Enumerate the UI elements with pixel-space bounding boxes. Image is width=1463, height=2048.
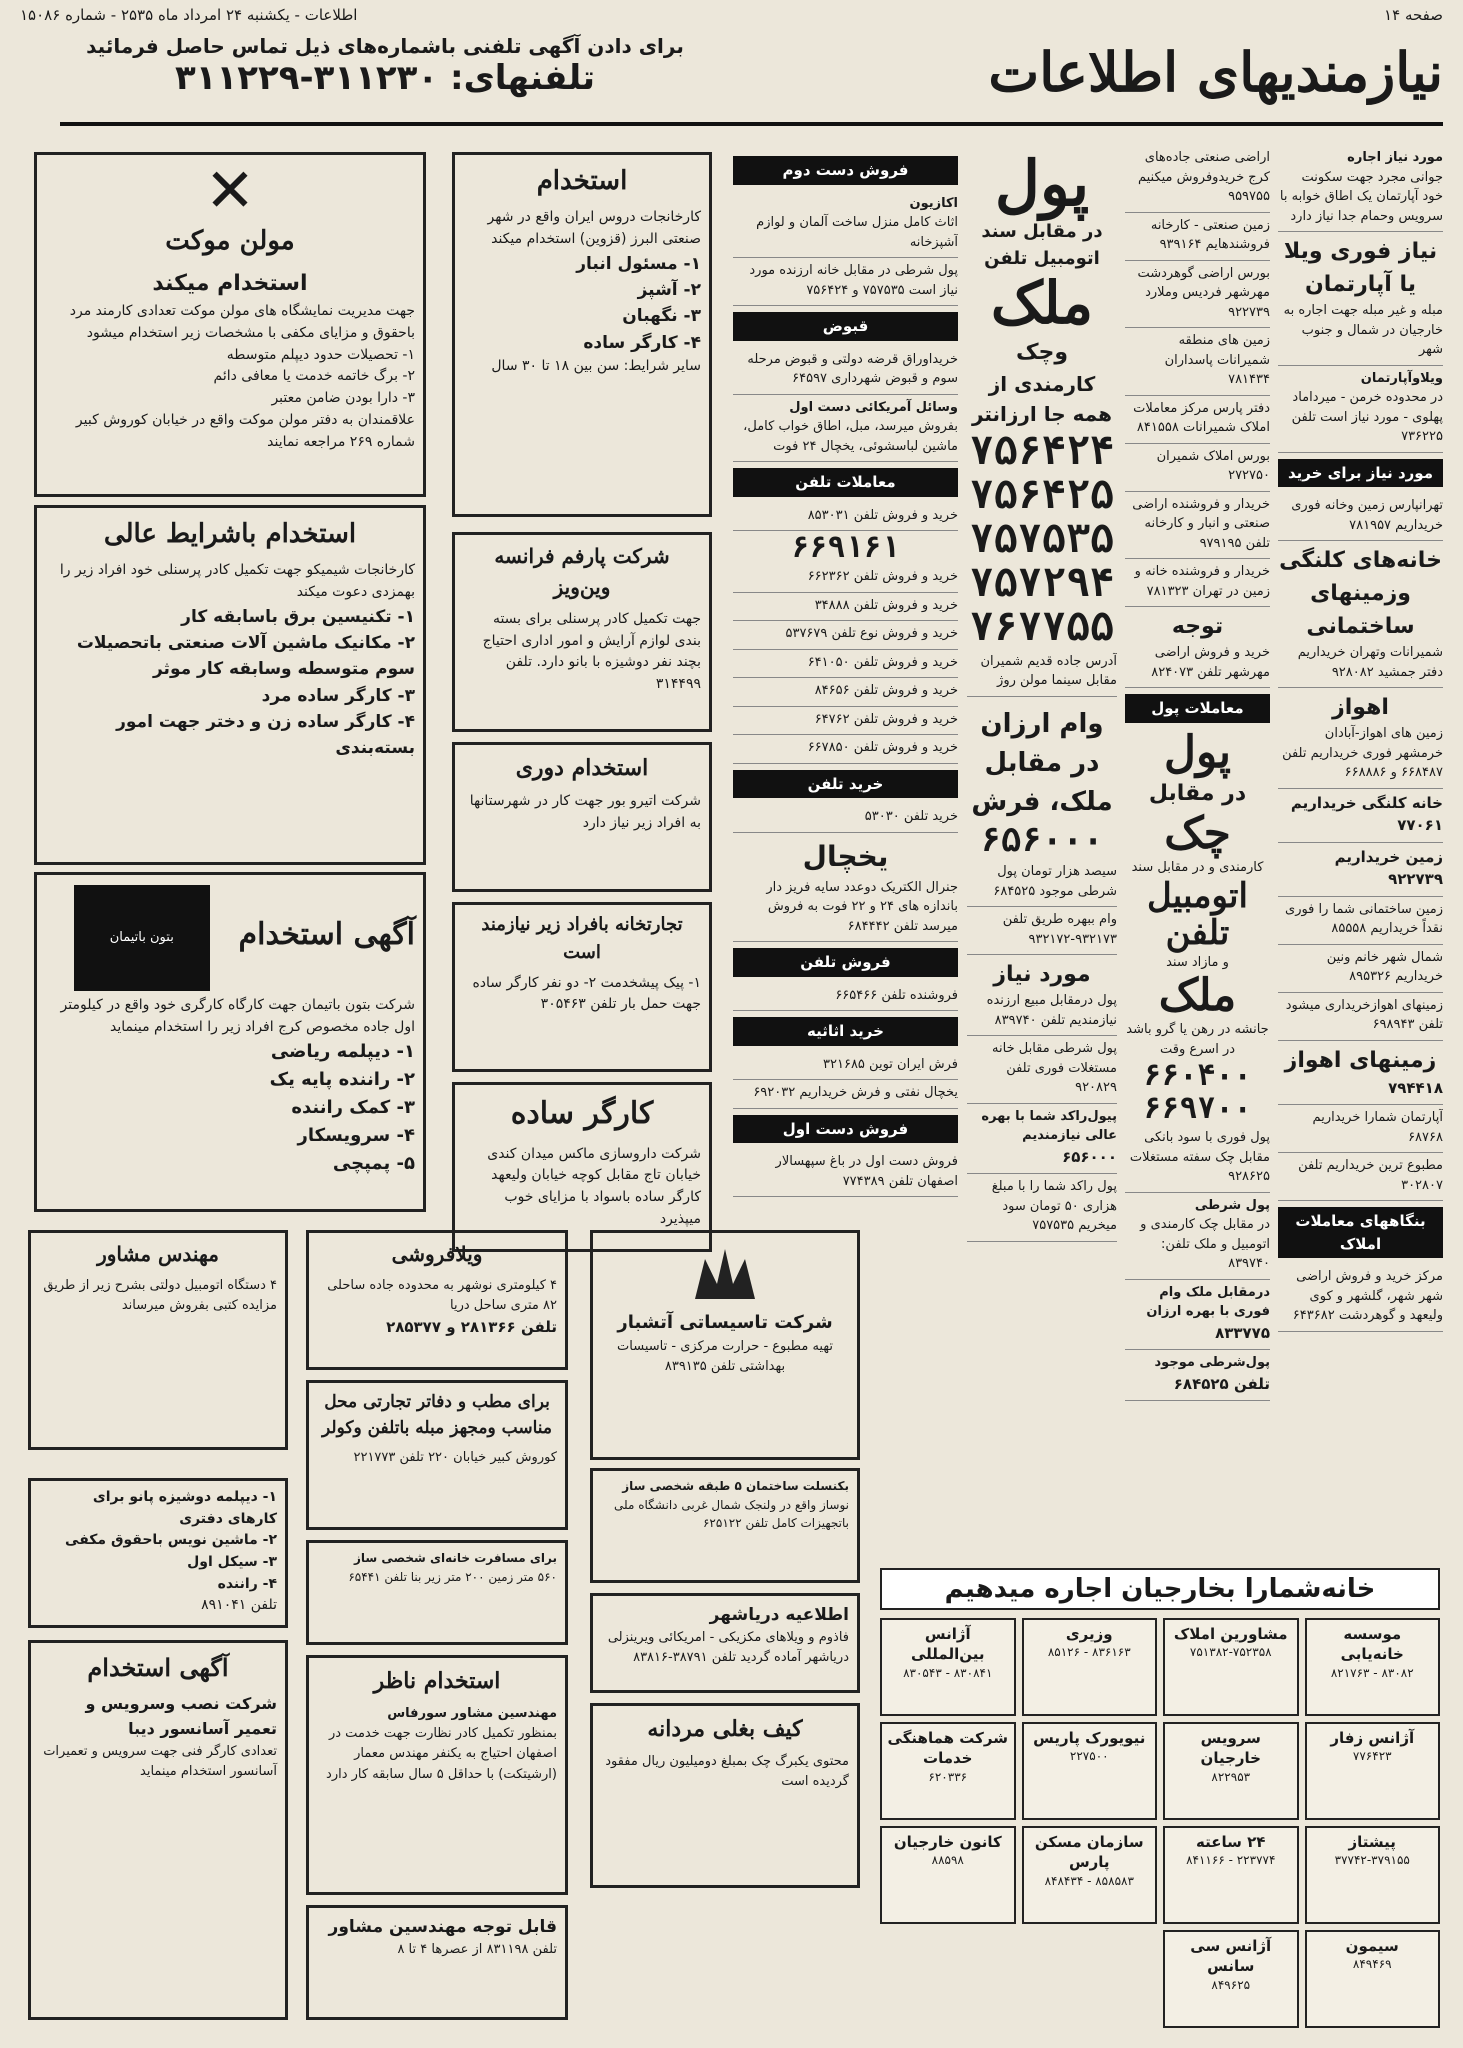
c4-sec3: معاملات تلفن xyxy=(733,468,958,497)
c1-section-buy: مورد نیاز برای خرید xyxy=(1278,459,1443,488)
jobs2-item-2: ۳- سیکل اول xyxy=(187,1554,277,1571)
molon-x-icon: ✕ xyxy=(204,156,256,226)
c1-section-agencies: بنگاههای معاملات املاک xyxy=(1278,1207,1443,1258)
nazer-h: مهندسین مشاور سورفاس xyxy=(387,1706,557,1722)
ad-rent xyxy=(306,1540,568,1645)
c1-s4: تهرانپارس زمین وخانه فوری خریداریم ۷۸۱۹۵۷ xyxy=(1278,493,1443,541)
c3-num-3: ۷۵۷۲۹۴ xyxy=(969,559,1115,606)
b4-title: تجارتخانه بافراد زیر نیازمند است xyxy=(481,914,683,963)
page-label: صفحه ۱۴ xyxy=(1384,6,1443,24)
c4-sec6: خرید اثاثیه xyxy=(733,1017,958,1046)
c4-s3: خریداوراق قرضه دولتی و قبوض مرحله سوم و قبوض شهرداری ۶۴۵۹۷ xyxy=(733,347,958,395)
c4-s14-text: جنرال الکتریک دوعدد سایه فریز دار باندازه های ۲۴ و ۲۲ فوت به فروش میرسد تلفن ۶۸۴۴۴۲ xyxy=(766,879,958,934)
molon-item-2: ۳- دارا بودن ضامن معتبر xyxy=(271,390,415,407)
c4-s7: خرید و فروش تلفن ۳۴۸۸۸ xyxy=(733,593,958,622)
c3-loan-title: وام ارزان در مقابل ملک، فرش xyxy=(971,708,1113,817)
jobs2-item-0: ۱- دیپلمه دوشیزه پانو برای کارهای دفتری xyxy=(92,1489,277,1527)
c3-s6: پول راکد شما را با مبلغ هزاری ۵۰ تومان سود میخریم ۷۵۷۵۳۵ xyxy=(967,1174,1117,1242)
rasht-title: اطلاعیه دریاشهر xyxy=(709,1605,849,1625)
b2l-title: استخدام باشرایط عالی xyxy=(103,519,357,549)
b4-text: ۱- پیک پیشخدمت ۲- دو نفر کارگر ساده جهت حمل بار تلفن ۳۰۵۴۶۳ xyxy=(472,974,701,1013)
c2-s9-title: توجه xyxy=(1171,614,1224,639)
c4-sec7: فروش دست اول xyxy=(733,1115,958,1144)
c1-s6-text: زمین های اهواز-آبادان خرمشهر فوری خریداریم تلفن ۶۶۸۴۸۷ و ۶۶۸۸۸۶ xyxy=(1282,726,1443,780)
ad-office xyxy=(306,1380,568,1530)
engineer-text: ۴ دستگاه اتومبیل دولتی بشرح زیر از طریق مزایده کتبی بفروش میرساند xyxy=(43,1278,277,1314)
build-text: نوساز واقع در ولنجک شمال غربی دانشگاه ملی باتجهیزات کامل تلفن ۶۲۵۱۲۲ xyxy=(614,1497,849,1531)
lifts-h: شرکت نصب وسرویس و تعمیر آسانسور دیبا xyxy=(85,1694,277,1738)
phone-intro: برای دادن آگهی تلفنی باشماره‌های ذیل تماس حاصل فرمائید xyxy=(86,34,684,58)
rent-title: برای مسافرت خانه‌ای شخصی ساز xyxy=(354,1551,557,1565)
c3-s2: وام ببهره طریق تلفن ۹۳۲۱۷۳-۹۳۲۱۷۲ xyxy=(967,907,1117,955)
rent-card-title: آژانس زفار xyxy=(1330,1729,1415,1747)
top-line xyxy=(20,6,1443,28)
job-ad-laborer xyxy=(452,1082,712,1252)
jobs2-item-3: ۴- راننده xyxy=(217,1575,277,1592)
rent-card-phone: ۸۴۹۴۶۹ xyxy=(1352,1957,1392,1972)
rent-card xyxy=(1163,1722,1299,1820)
rent-card-title: کانون خارجیان xyxy=(893,1833,1002,1851)
jobs2-phone: تلفن ۸۹۱۰۴۱ xyxy=(201,1597,277,1614)
c4-s1-text: اثاث کامل منزل ساخت آلمان و لوازم آشپزخانه xyxy=(756,215,958,250)
b3-text: شرکت اتیرو بور جهت کار در شهرستانها به افراد زیر نیاز دارد xyxy=(469,793,701,831)
job-ad-batimaan xyxy=(34,872,426,1212)
c3-s5-title: پیول‌راکد شما با بهره عالی نیازمندیم xyxy=(981,1108,1117,1144)
c2-s14-text: تلفن ۶۸۴۵۲۵ xyxy=(1173,1374,1270,1393)
b1-item-3: ۴- کارگر ساده xyxy=(583,332,701,353)
c4-sec1: فروش دست دوم xyxy=(733,156,958,185)
c4-big-num: ۶۶۹۱۶۱ xyxy=(791,530,900,565)
molon-title: مولن موکت xyxy=(165,226,295,256)
c4-s17: یخچال نفتی و فرش خریداریم ۶۹۲۰۳۲ xyxy=(733,1080,958,1109)
molon-item-0: ۱- تحصیلات حدود دیپلم متوسطه xyxy=(226,346,415,363)
rent-card-phone: ۸۳۶۱۶۳ - ۸۵۱۲۶ xyxy=(1047,1645,1131,1660)
c1-s12-text: ۷۹۴۴۱۸ xyxy=(1388,1078,1443,1097)
rent-card-title: آژانس بین‌المللی xyxy=(910,1625,985,1664)
rent-card xyxy=(1305,1930,1441,2028)
rent-text: ۵۶۰ متر زمین ۲۰۰ متر زیر بنا تلفن ۶۵۴۴۱ xyxy=(348,1569,557,1584)
rent-card xyxy=(1305,1826,1441,1924)
ad-engineer2 xyxy=(306,1905,568,2020)
c2-num1: ۶۶۰۴۰۰ xyxy=(1143,1058,1252,1094)
c4-s9: خرید و فروش تلفن ۶۴۱۰۵۰ xyxy=(733,650,958,679)
rent-card-title: سرویس خارجیان xyxy=(1200,1729,1261,1768)
bag-title: کیف بغلی مردانه xyxy=(647,1716,803,1742)
rent-card xyxy=(1022,1722,1158,1820)
engineer2-title: قابل توجه مهندسین مشاور xyxy=(328,1917,557,1937)
molon-item-1: ۲- برگ خاتمه خدمت یا معافی دائم xyxy=(213,368,415,385)
b1-item-1: ۲- آشپز xyxy=(637,280,701,301)
b1-footer: سایر شرایط: سن بین ۱۸ تا ۳۰ سال xyxy=(491,358,701,375)
b2-text: جهت تکمیل کادر پرسنلی برای بسته بندی لوازم آرایش و امور اداری احتیاج بچند نفر دوشیزه با بانو دارد. تلفن ۳۱۴۴۹۹ xyxy=(482,611,701,693)
c3-s3-title: مورد نیاز xyxy=(993,962,1091,988)
c4-s2: پول شرطی در مقابل خانه ارزنده مورد نیاز است ۷۵۷۵۳۵ و ۷۵۶۴۲۴ xyxy=(733,258,958,306)
c2-line1: در مقابل xyxy=(1148,780,1247,806)
c3-num-4: ۷۶۷۷۵۵ xyxy=(969,603,1115,650)
c2-section-money: معاملات پول xyxy=(1125,694,1270,723)
rent-card xyxy=(880,1722,1016,1820)
c2-s12-title: پول شرطی xyxy=(1194,1197,1270,1213)
c4-s18: فروش دست اول در باغ سپهسالار اصفهان تلفن ۷۷۴۳۸۹ xyxy=(733,1149,958,1197)
b2l-text: کارخانجات شیمیکو جهت تکمیل کادر پرسنلی خود افراد زیر را بهمزدی‌ دعوت میکند xyxy=(59,562,415,600)
masthead xyxy=(883,40,1443,130)
rent-banner: خانه‌شمارا بخارجیان اجاره میدهیم xyxy=(880,1568,1440,1610)
c4-s8: خرید و فروش نوع تلفن ۵۳۷۶۷۹ xyxy=(733,621,958,650)
c4-s15: فروشنده تلفن ۶۶۵۴۶۶ xyxy=(733,983,958,1012)
c2-s14-title: پول‌شرطی موجود xyxy=(1154,1355,1270,1371)
c1-s5-title: خانه‌های کلنگی وزمینهای ساختمانی xyxy=(1279,548,1442,639)
c1-s6-title: اهواز xyxy=(1332,695,1389,720)
engineer2-text: تلفن ۸۳۱۱۹۸ از عصرها ۴ تا ۸ xyxy=(397,1942,557,1958)
ad-rasht xyxy=(590,1593,860,1693)
c2-big-mulk: ملک xyxy=(1158,970,1237,1022)
villa-phone: تلفن ۲۸۱۳۶۶ و ۲۸۵۳۷۷ xyxy=(386,1318,557,1337)
c2-s3: بورس اراضی گوهردشت مهرشهر فردیس وملارد ۹۲۲۷۳۹ xyxy=(1125,261,1270,329)
villa-text: ۴ کیلومتری نوشهر به محدوده جاده ساحلی ۸۲ متری ساحل دریا xyxy=(327,1278,557,1314)
c1-s2-text: مبله و غیر مبله جهت اجاره به خارجیان در شمال و جنوب شهر xyxy=(1283,303,1443,357)
c3-big-pool: پول xyxy=(994,150,1090,220)
atash-title: شرکت تاسیساتی آتشبار xyxy=(617,1312,833,1333)
c2-big-check: چک xyxy=(1164,807,1231,859)
rent-card-title: مشاورین املاک xyxy=(1173,1625,1288,1643)
c2-s11: پول فوری با سود بانکی مقابل چک سفته مستغلات ۹۲۸۶۲۵ xyxy=(1125,1125,1270,1193)
rent-card-phone: ۸۸۵۹۸ xyxy=(931,1853,964,1868)
c4-s13: خرید تلفن ۵۳۰۳۰ xyxy=(733,804,958,833)
c2-big-car: اتومبیل xyxy=(1147,875,1248,916)
c1-s12-title: زمینهای اهواز xyxy=(1284,1047,1437,1073)
c3-num-0: ۷۵۶۴۲۴ xyxy=(969,427,1115,474)
atash-logo-icon xyxy=(601,1239,849,1309)
c4-sec4: خرید تلفن xyxy=(733,770,958,799)
c2-s5: دفتر پارس مرکز معاملات املاک شمیرانات ۸۴۱۵۵۸ xyxy=(1125,396,1270,444)
ad-building xyxy=(590,1468,860,1583)
c2-s4: زمین های منطقه شمیرانات پاسداران ۷۸۱۴۳۴ xyxy=(1125,328,1270,396)
rent-card xyxy=(1163,1618,1299,1716)
molon-footer: علاقمندان به دفتر مولن موکت واقع در خیابان کوروش کبیر شماره ۲۶۹ مراجعه نمایند xyxy=(75,411,415,450)
job-ad-parfum xyxy=(452,532,712,732)
jobs2-item-1: ۲- ماشین نویس باحقوق مکفی xyxy=(65,1532,277,1549)
c2-big-phone: تلفن xyxy=(1165,913,1230,954)
b2l-item-0: ۱- تکنیسین برق باسابقه کار xyxy=(181,606,415,627)
c1-s8: زمین خریداریم ۹۲۲۷۳۹ xyxy=(1278,843,1443,897)
c4-s4-title: وسائل آمریکائی دست اول xyxy=(789,399,958,415)
rent-card-title: شرکت هماهنگی خدمات xyxy=(887,1729,1008,1768)
ad-jobs2 xyxy=(28,1478,288,1628)
b3l-item-1: ۲- راننده پایه یک xyxy=(269,1069,415,1091)
job-ad-shimiko xyxy=(34,505,426,865)
b2l-item-1: ۲- مکانیک ماشین آلات صنعتی باتحصیلات سوم متوسطه وسابقه کار موثر xyxy=(76,633,415,680)
ad-lifts xyxy=(28,1640,288,2020)
b3l-item-4: ۵- پمپچی xyxy=(332,1152,415,1174)
c4-s6: خرید و فروش تلفن ۶۶۲۳۶۲ xyxy=(733,564,958,593)
c4-s11: خرید و فروش تلفن ۶۴۷۶۲ xyxy=(733,707,958,736)
rent-card-title: نیویورک پاریس xyxy=(1033,1729,1146,1747)
rent-card-phone: ۸۳۰۸۲ - ۸۲۱۷۶۳ xyxy=(1330,1665,1414,1680)
c3-loan-num: ۶۵۶۰۰۰ xyxy=(980,819,1104,860)
rent-card-title: موسسه خانه‌یابی xyxy=(1340,1625,1404,1664)
batimaan-logo-text: بتون باتیمان xyxy=(109,929,174,945)
b5-title: کارگر ساده xyxy=(510,1096,654,1131)
c2-s6: بورس املاک شمیران ۲۷۲۷۵۰ xyxy=(1125,444,1270,492)
c1-s14: مطبوع ترین خریداریم تلفن ۳۰۲۸۰۷ xyxy=(1278,1153,1443,1201)
nazer-text: بمنظور تکمیل کادر نظارت جهت خدمت در اصفهان احتیاج به یکنفر مهندس معمار (ارشیتکت) با حداقل ۵ سال سابقه کار دارد xyxy=(326,1726,557,1782)
rent-card xyxy=(1022,1618,1158,1716)
rent-card xyxy=(880,1826,1016,1924)
c3-s3-text: پول درمقابل مبیع ارزنده نیازمندیم تلفن ۸۳۹۷۴۰ xyxy=(986,993,1117,1028)
c3-s5-text: ۶۵۶۰۰۰ xyxy=(1062,1147,1117,1166)
c4-sec2: قبوض xyxy=(733,312,958,341)
rent-card-phone: ۷۷۶۴۲۳ xyxy=(1352,1749,1392,1764)
rent-card-title: سازمان مسکن پارس xyxy=(1034,1833,1144,1872)
c1-s2-title: نیاز فوری ویلا یا آپارتمان xyxy=(1283,239,1438,297)
c3-s1: سیصد هزار تومان پول شرطی موجود ۶۸۴۵۲۵ xyxy=(967,859,1117,907)
c1-s7: خانه کلنگی خریداریم ۷۷۰۶۱ xyxy=(1278,789,1443,843)
rent-card xyxy=(880,1618,1016,1716)
rent-card-phone: ۶۲۰۳۳۶ xyxy=(928,1769,968,1784)
c1-s3-text: در محدوده خرمن - میرداماد پهلوی - مورد نیاز است تلفن ۷۳۶۲۲۵ xyxy=(1291,390,1443,444)
c4-s12: خرید و فروش تلفن ۶۶۷۸۵۰ xyxy=(733,735,958,764)
c1-s9: زمین ساختمانی شما را فوری نقداً خریداریم ۸۵۵۵۸ xyxy=(1278,897,1443,945)
engineer-title: مهندس مشاور xyxy=(97,1242,219,1266)
rent-card-phone: ۸۵۸۵۸۳ - ۸۴۸۴۳۴ xyxy=(1044,1873,1134,1888)
c2-s13-text: ۸۳۳۷۷۵ xyxy=(1215,1323,1270,1342)
c3-line3: کارمندی از همه جا ارزانتر xyxy=(971,371,1113,426)
c4-s10: خرید و فروش تلفن ۸۴۶۵۶ xyxy=(733,678,958,707)
c1-s5-text: شمیرانات وتهران خریداریم دفتر جمشید ۹۲۸۰۸۲ xyxy=(1297,645,1443,680)
c4-s1-title: اکازیون xyxy=(909,195,958,211)
c2-line4: جانشه در رهن یا گرو باشد در اسرع وقت xyxy=(1126,1022,1269,1057)
ad-engineer xyxy=(28,1230,288,1450)
rent-card-title: ۲۴ ساعته xyxy=(1196,1833,1266,1851)
job-ad-molon xyxy=(34,152,426,497)
c4-s16: فرش ایران توین ۳۲۱۶۸۵ xyxy=(733,1052,958,1081)
c3-line2: وچک xyxy=(1015,339,1069,365)
job-ad-trading xyxy=(452,902,712,1072)
ad-nazer xyxy=(306,1655,568,1895)
atash-text: تهیه مطبوع - حرارت مرکزی - تاسیسات بهداشتی تلفن ۸۳۹۱۳۵ xyxy=(617,1338,833,1375)
c2-s9-text: خرید و فروش اراضی مهرشهر تلفن ۸۲۴۰۷۳ xyxy=(1151,645,1270,680)
c3-num-1: ۷۵۶۴۲۵ xyxy=(969,471,1115,518)
rent-card-title: آژانس سی سانس xyxy=(1190,1937,1272,1976)
rent-card-phone: ۸۳۰۸۴۱ - ۸۳۰۵۴۳ xyxy=(903,1665,993,1680)
c1-s1-title: مورد نیاز اجاره xyxy=(1347,150,1443,165)
b1-title: استخدام xyxy=(536,166,628,196)
batimaan-logo-icon xyxy=(74,885,210,991)
rent-cards-grid xyxy=(880,1618,1440,2028)
c3-num-2: ۷۵۷۵۳۵ xyxy=(969,515,1115,562)
masthead-title: نیازمندیهای اطلاعات xyxy=(988,40,1443,104)
c2-s2: زمین صنعتی - کارخانه فروشندهایم ۹۳۹۱۶۴ xyxy=(1125,213,1270,261)
rent-card xyxy=(1163,1826,1299,1924)
b1-item-2: ۳- نگهبان xyxy=(622,306,701,327)
villa-title: ویلافروشی xyxy=(391,1242,483,1266)
b2l-item-2: ۳- کارگر ساده مرد xyxy=(261,685,415,706)
b1-item-0: ۱- مسئول انبار xyxy=(576,253,701,274)
c1-s15: مرکز خرید و فروش اراضی شهر شهر، گلشهر و کوی ولیعهد و گوهردشت ۶۴۳۶۸۲ xyxy=(1278,1264,1443,1332)
b2l-item-3: ۴- کارگر ساده زن و دختر جهت امور بسته‌بندی xyxy=(116,712,415,759)
lifts-text: تعدادی کارگر فنی جهت سرویس و تعمیرات آسانسور استخدام مینماید xyxy=(43,1743,277,1779)
ad-villa xyxy=(306,1230,568,1370)
rasht-text: فاذوم و ویلاهای مکزیکی - امریکائی ویرینزلی دریاشهر آماده گردید تلفن ۳۸۷۹۱-۸۳۸۱۶ xyxy=(607,1630,849,1666)
c4-s14-title: یخچال xyxy=(802,839,889,873)
c1-s13: آپارتمان شمارا خریداریم ۶۸۷۶۸ xyxy=(1278,1105,1443,1153)
rent-card-title: سیمون xyxy=(1345,1937,1399,1955)
c2-num2: ۶۶۹۷۰۰ xyxy=(1143,1091,1252,1127)
phone-numbers: تلفنهای: ۳۱۱۲۳۰-۳۱۱۲۲۹ xyxy=(175,58,595,98)
c1-s3-title: ویلاوآپارتمان xyxy=(1360,370,1443,386)
b3-title: استخدام دوری xyxy=(515,755,649,781)
header-rule xyxy=(60,122,1443,126)
molon-h: استخدام میکند xyxy=(152,271,308,297)
c2-line2: کارمندی و در مقابل سند xyxy=(1131,860,1264,876)
column-3 xyxy=(967,150,1117,1550)
nazer-title: استخدام ناظر xyxy=(373,1668,501,1694)
office-text: کوروش کبیر خیابان ۲۲۰ تلفن ۲۲۱۷۷۳ xyxy=(353,1449,557,1465)
c2-s7: خریدار و فروشنده اراضی صنعتی و انبار و کارخانه تلفن ۹۷۹۱۹۵ xyxy=(1125,492,1270,560)
b5-text: شرکت داروسازی ماکس میدان کندی خیابان تاج مقابل کوچه خیابان ولیعهد کارگر ساده باسواد با مزایای خوب میپذیرد xyxy=(487,1145,701,1227)
c3-s4: پول شرطی مقابل خانه مستغلات فوری تلفن ۹۲۰۸۲۹ xyxy=(967,1036,1117,1104)
b3l-title: آگهی استخدام xyxy=(238,916,415,952)
b3l-item-2: ۳- کمک راننده xyxy=(291,1097,415,1119)
build-title: بکنسلت ساختمان ۵ طبقه شخصی ساز xyxy=(622,1479,849,1493)
rent-card xyxy=(1305,1618,1441,1716)
c1-s10: شمال شهر خانم ونین خریداریم ۸۹۵۳۲۶ xyxy=(1278,945,1443,993)
c3-big-mulk: ملک xyxy=(990,269,1094,338)
rent-card-phone: ۳۷۷۴۲-۳۷۹۱۵۵ xyxy=(1334,1853,1410,1868)
c1-s11: زمینهای اهوازخریداری میشود تلفن ۶۹۸۹۴۳ xyxy=(1278,993,1443,1041)
rent-card xyxy=(1022,1826,1158,1924)
column-1 xyxy=(1278,145,1443,1555)
rent-card-phone: ۸۴۹۶۲۵ xyxy=(1211,1977,1251,1992)
rent-card xyxy=(1305,1722,1441,1820)
c3-line1: در مقابل سند اتومبیل تلفن xyxy=(981,221,1103,270)
c2-big-pool: پول xyxy=(1164,726,1231,778)
lifts-title: آگهی استخدام xyxy=(87,1653,229,1682)
ad-atash xyxy=(590,1230,860,1460)
bag-text: محتوی یکبرگ چک بمبلغ دومیلیون ریال مفقود گردیده است xyxy=(605,1754,849,1790)
ad-bag xyxy=(590,1703,860,1888)
c2-line3: و مازاد سند xyxy=(1166,954,1229,970)
c2-s12-text: در مقابل چک کارمندی و اتومبیل و ملک تلفن: ۸۳۹۷۴۰ xyxy=(1140,1217,1270,1272)
molon-text: جهت مدیریت نمایشگاه های مولن موکت تعدادی کارمند مرد باحقوق و مزایای مکفی با مشخصات زیر استخدام میشود xyxy=(69,303,415,342)
c1-s1-text: جوانی مجرد جهت سکونت خود آپارتمان یک اطاق خوابه با سرویس وحمام جدا نیاز دارد xyxy=(1279,169,1443,224)
c4-s4-text: بفروش میرسد، مبل، اطاق خواب کامل، ماشین لباسشوئی، یخچال ۲۴ فوت xyxy=(743,419,958,454)
c2-s8: خریدار و فروشنده خانه و زمین در تهران ۷۸۱۳۲۳ xyxy=(1125,559,1270,607)
b3l-text: شرکت بتون باتیمان جهت کارگاه کارگری خود واقع در کیلومتر اول جاده مخصوص کرج افراد زیر را استخدام مینماید xyxy=(60,997,415,1035)
issue-line: اطلاعات - یکشنبه ۲۴ امرداد ماه ۲۵۳۵ - شماره ۱۵۰۸۶ xyxy=(20,6,358,24)
rent-card-phone: ۸۲۲۹۵۳ xyxy=(1211,1769,1251,1784)
c3-addr: آدرس جاده قدیم شمیران مقابل سینما مولن روژ xyxy=(967,649,1117,697)
column-2 xyxy=(1125,145,1270,1555)
job-ad-droos xyxy=(452,152,712,517)
c2-s1: اراضی صنعتی جاده‌های کرج خریدوفروش‌ میکنیم ۹۵۹۷۵۵ xyxy=(1125,145,1270,213)
rent-card-phone: ۷۵۱۳۸۲-۷۵۲۳۵۸ xyxy=(1189,1645,1272,1660)
c4-s5: خرید و فروش تلفن ۸۵۳۰۳۱ xyxy=(733,503,958,532)
c4-sec5: فروش تلفن xyxy=(733,948,958,977)
b1-text: کارخانجات دروس ایران واقع در شهر صنعتی البرز (قزوین) استخدام میکند xyxy=(487,209,701,247)
rent-card-title: وزیری xyxy=(1065,1625,1113,1643)
job-ad-remote xyxy=(452,742,712,892)
phone-header xyxy=(60,34,710,124)
c2-s13-title: درمقابل ملک وام فوری با بهره ارزان xyxy=(1146,1284,1270,1320)
b3l-item-0: ۱- دیپلمه ریاضی xyxy=(270,1041,415,1063)
rent-card-phone: ۲۲۷۵۰۰ xyxy=(1069,1749,1109,1764)
rent-card-phone: ۲۲۳۷۷۴ - ۸۴۱۱۶۶ xyxy=(1186,1853,1276,1868)
office-title: برای مطب و دفاتر تجارتی محل مناسب ومجهز مبله باتلفن وکولر xyxy=(322,1392,552,1439)
b2-title: شرکت پارفم فرانسه وین‌ویز xyxy=(494,544,670,599)
b3l-item-3: ۴- سرویسکار xyxy=(297,1125,415,1147)
rent-card-title: پیشتاز xyxy=(1348,1833,1396,1851)
rent-card xyxy=(1163,1930,1299,2028)
